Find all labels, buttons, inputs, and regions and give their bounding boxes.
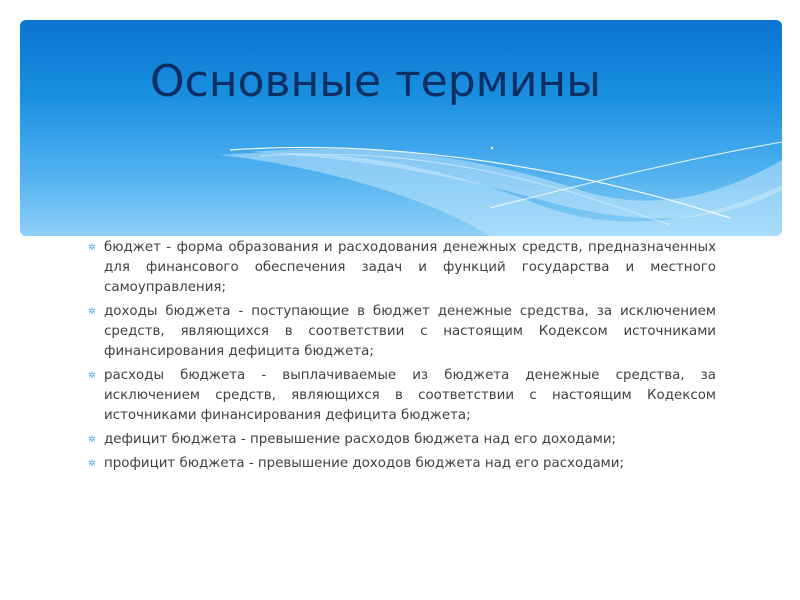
asterisk-bullet-icon: ✲ [88,307,96,317]
term-text: дефицит бюджета - превышение расходов бюджета над его доходами; [104,432,617,447]
slide-title: Основные термины [150,56,601,107]
asterisk-bullet-icon: ✲ [88,371,96,381]
wave-decoration [20,20,782,236]
term-text: бюджет - форма образования и расходования денежных средств, предназначенных для финансового обеспечения задач и функций государства и местного самоуправления; [104,240,716,295]
asterisk-bullet-icon: ✲ [88,459,96,469]
asterisk-bullet-icon: ✲ [88,243,96,253]
wave-band-light [220,153,782,236]
term-text: расходы бюджета - выплачиваемые из бюджета денежные средства, за исключением средств, являющихся в соответствии с настоящим Кодексом источниками финансирования дефицита бюджета; [104,368,716,423]
list-item [88,238,716,298]
terms-list [88,238,716,478]
term-text: доходы бюджета - поступающие в бюджет денежные средства, за исключением средств, являющихся в соответствии с настоящим Кодексом источниками финансирования дефицита бюджета; [104,304,716,359]
sparkle-dot [491,147,493,149]
list-item [88,302,716,362]
list-item [88,454,716,474]
title-banner [20,20,782,236]
term-text: профицит бюджета - превышение доходов бюджета над его расходами; [104,456,624,471]
asterisk-bullet-icon: ✲ [88,435,96,445]
list-item [88,430,716,450]
list-item [88,366,716,426]
